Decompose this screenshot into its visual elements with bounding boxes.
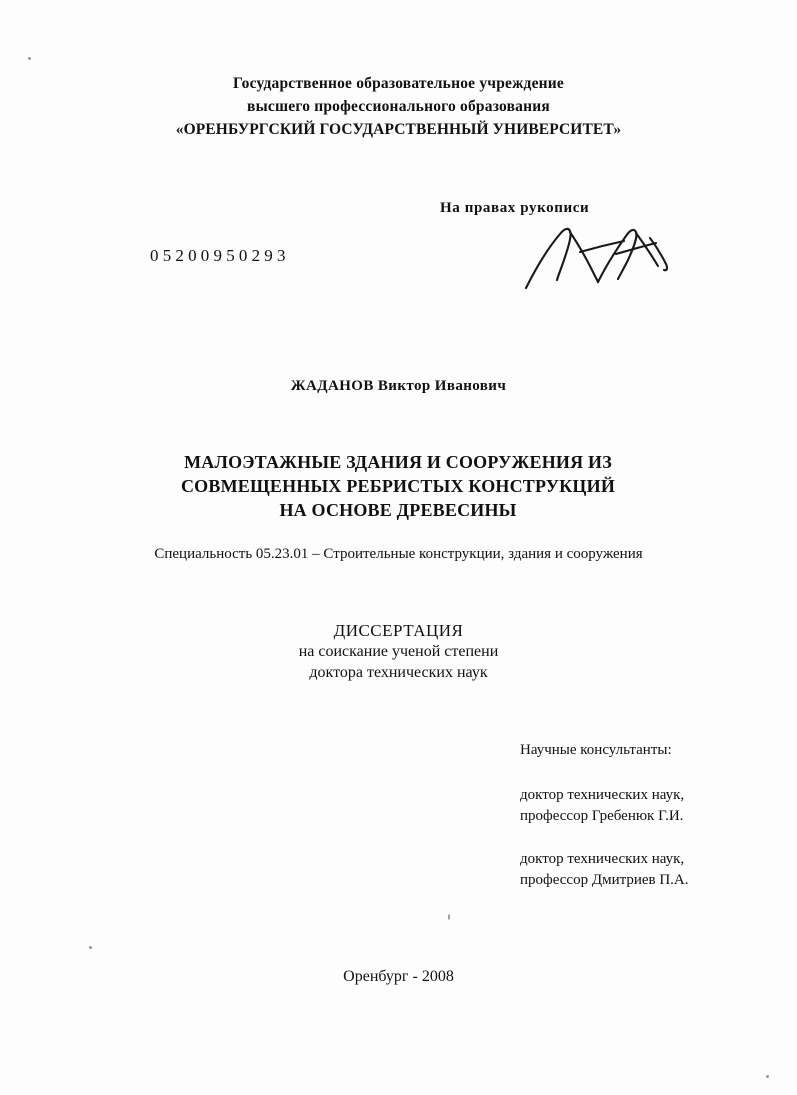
author-name	[0, 378, 797, 395]
page-title	[98, 450, 698, 522]
title-line-1: МАЛОЭТАЖНЫЕ ЗДАНИЯ И СООРУЖЕНИЯ ИЗ	[184, 452, 612, 472]
title-line-2: СОВМЕЩЕННЫХ РЕБРИСТЫХ КОНСТРУКЦИЙ	[180, 476, 616, 496]
consultants-heading: Научные консультанты:	[520, 742, 672, 758]
handwritten-signature-icon	[520, 222, 680, 292]
consultant-entry	[520, 785, 790, 827]
organization-line-2: высшего профессионального образования	[247, 98, 550, 115]
organization-line-1: Государственное образовательное учреждение	[232, 75, 565, 92]
work-type-block	[0, 620, 797, 683]
consultant-2-name: профессор Дмитриев П.А.	[520, 872, 689, 888]
udk-number: 05200950293	[150, 246, 290, 265]
organization-block	[0, 72, 797, 141]
specialty-line: Специальность 05.23.01 – Строительные конструкции, здания и сооружения	[154, 546, 643, 562]
city-year: Оренбург - 2008	[343, 968, 454, 985]
rights-note: На правах рукописи	[440, 200, 590, 216]
title-line-3: НА ОСНОВЕ ДРЕВЕСИНЫ	[279, 500, 517, 520]
degree-line-1: на соискание ученой степени	[298, 643, 499, 660]
consultant-entry	[520, 849, 790, 891]
consultant-2-degree: доктор технических наук,	[520, 851, 685, 867]
consultant-1-degree: доктор технических наук,	[520, 787, 685, 803]
author-name-text: ЖАДАНОВ Виктор Иванович	[290, 378, 507, 394]
consultants-block	[520, 740, 790, 913]
degree-line-2: доктора технических наук	[309, 664, 488, 681]
consultant-1-name: профессор Гребенюк Г.И.	[520, 808, 684, 824]
work-type: ДИССЕРТАЦИЯ	[333, 621, 464, 640]
organization-line-3: «ОРЕНБУРГСКИЙ ГОСУДАРСТВЕННЫЙ УНИВЕРСИТЕТ»	[175, 121, 622, 138]
